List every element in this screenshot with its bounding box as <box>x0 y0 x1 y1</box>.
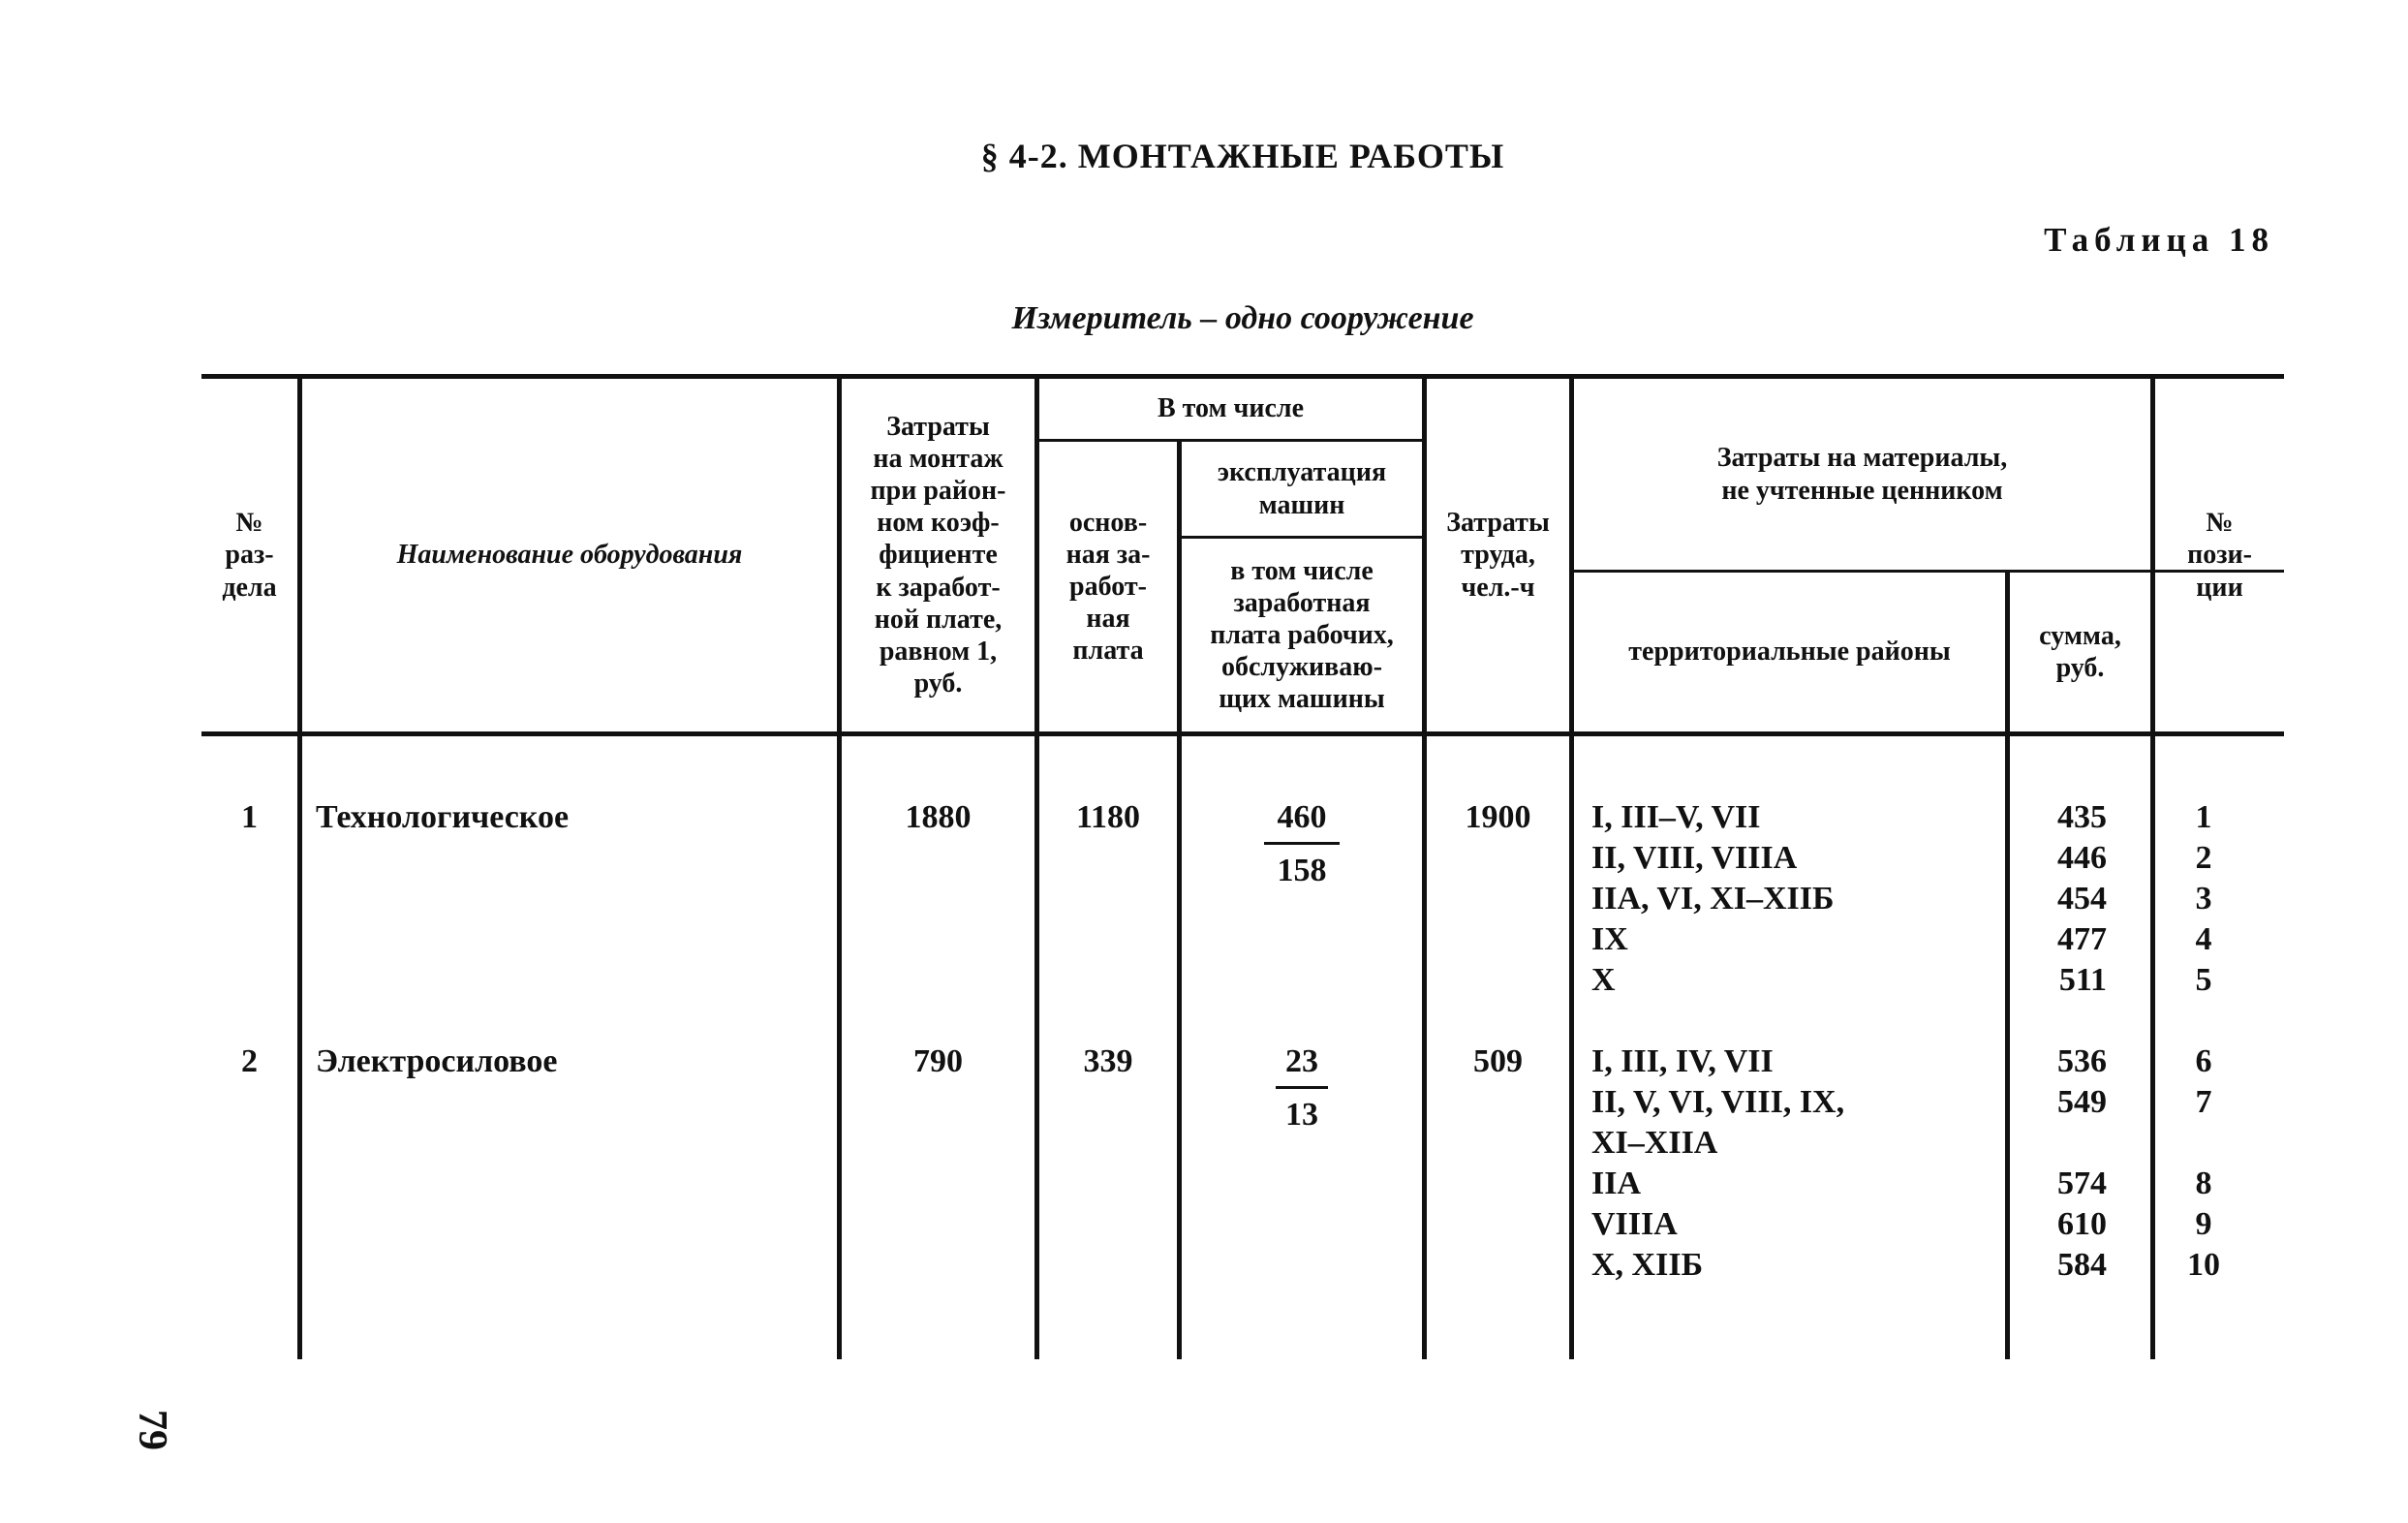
position-no: 5 <box>2195 962 2212 998</box>
machine-cost: 460 <box>1277 799 1327 835</box>
table-label: Таблица 18 <box>2044 221 2274 259</box>
position-no: 4 <box>2195 921 2212 957</box>
position-no: 8 <box>2195 1166 2212 1201</box>
header-regions: территориальные районы <box>1628 637 1951 668</box>
header-section-no: № раз- дела <box>222 508 277 603</box>
fraction-bar <box>1264 842 1340 845</box>
region-line: II, VIII, VIIIA <box>1591 840 1798 876</box>
header-machine-operation: эксплуатация машин <box>1217 457 1387 520</box>
machine-wage: 13 <box>1285 1097 1318 1133</box>
region-line: X <box>1591 962 1616 998</box>
row-base-wage: 1180 <box>1075 799 1141 835</box>
position-no: 6 <box>2195 1043 2212 1079</box>
row-equipment-name: Технологическое <box>316 799 570 835</box>
region-line: XI–XIIA <box>1591 1125 1718 1161</box>
header-bottom-rule <box>201 731 2284 736</box>
fraction-bar <box>1276 1086 1328 1089</box>
position-no: 10 <box>2187 1247 2220 1283</box>
header-position-no: № пози- ции <box>2187 508 2252 603</box>
row-equipment-name: Электросиловое <box>316 1043 558 1079</box>
sum-value: 446 <box>2057 840 2107 876</box>
header-base-wage: основ- ная за- работ- ная плата <box>1065 507 1151 667</box>
region-line: IIA <box>1591 1166 1642 1201</box>
region-line: I, III, IV, VII <box>1591 1043 1774 1079</box>
row-install-cost: 1880 <box>905 799 972 835</box>
row-section-no: 1 <box>241 799 258 835</box>
header-sum: сумма, руб. <box>2039 620 2121 683</box>
region-line: X, XIIБ <box>1591 1247 1704 1283</box>
header-machine-wage: в том числе заработная плата рабочих, обслуживаю- щих машины <box>1210 555 1394 715</box>
section-title: § 4-2. МОНТАЖНЫЕ РАБОТЫ <box>980 137 1505 175</box>
row-install-cost: 790 <box>913 1043 963 1079</box>
position-no: 7 <box>2195 1084 2212 1120</box>
region-line: IIA, VI, XI–XIIБ <box>1591 881 1835 917</box>
machine-wage: 158 <box>1277 853 1327 888</box>
header-install-cost: Затраты на монтаж при район- ном коэф- фициенте к заработ- ной плате, равном 1, руб. <box>870 412 1006 699</box>
position-no: 1 <box>2195 799 2212 835</box>
header-labor: Затраты труда, чел.-ч <box>1446 508 1550 603</box>
sum-value: 435 <box>2057 799 2107 835</box>
sum-value: 454 <box>2057 881 2107 917</box>
sum-value: 511 <box>2058 962 2107 998</box>
row-machine-fraction <box>1182 797 1422 891</box>
sum-value: 549 <box>2057 1084 2107 1120</box>
sum-value: 536 <box>2057 1043 2107 1079</box>
sum-value: 610 <box>2057 1206 2107 1242</box>
row-labor: 1900 <box>1465 799 1531 835</box>
header-equipment: Наименование оборудования <box>396 540 743 571</box>
region-line: II, V, VI, VIII, IX, <box>1591 1084 1845 1120</box>
header-including: В том числе <box>1157 393 1305 424</box>
row-base-wage: 339 <box>1083 1043 1133 1079</box>
sum-value: 477 <box>2057 921 2107 957</box>
page-number: 79 <box>130 1410 174 1450</box>
measure-caption: Измеритель – одно сооружение <box>1011 300 1474 336</box>
region-line: IX <box>1591 921 1628 957</box>
position-no: 3 <box>2195 881 2212 917</box>
sum-value: 584 <box>2057 1247 2107 1283</box>
position-no: 2 <box>2195 840 2212 876</box>
machine-cost: 23 <box>1285 1043 1318 1079</box>
row-machine-fraction <box>1182 1041 1422 1135</box>
row-section-no: 2 <box>241 1043 258 1079</box>
row-labor: 509 <box>1473 1043 1523 1079</box>
region-line: I, III–V, VII <box>1591 799 1761 835</box>
sum-value: 574 <box>2057 1166 2107 1201</box>
position-no: 9 <box>2195 1206 2212 1242</box>
region-line: VIIIA <box>1591 1206 1678 1242</box>
header-materials: Затраты на материалы, не учтенные ценником <box>1716 443 2008 506</box>
